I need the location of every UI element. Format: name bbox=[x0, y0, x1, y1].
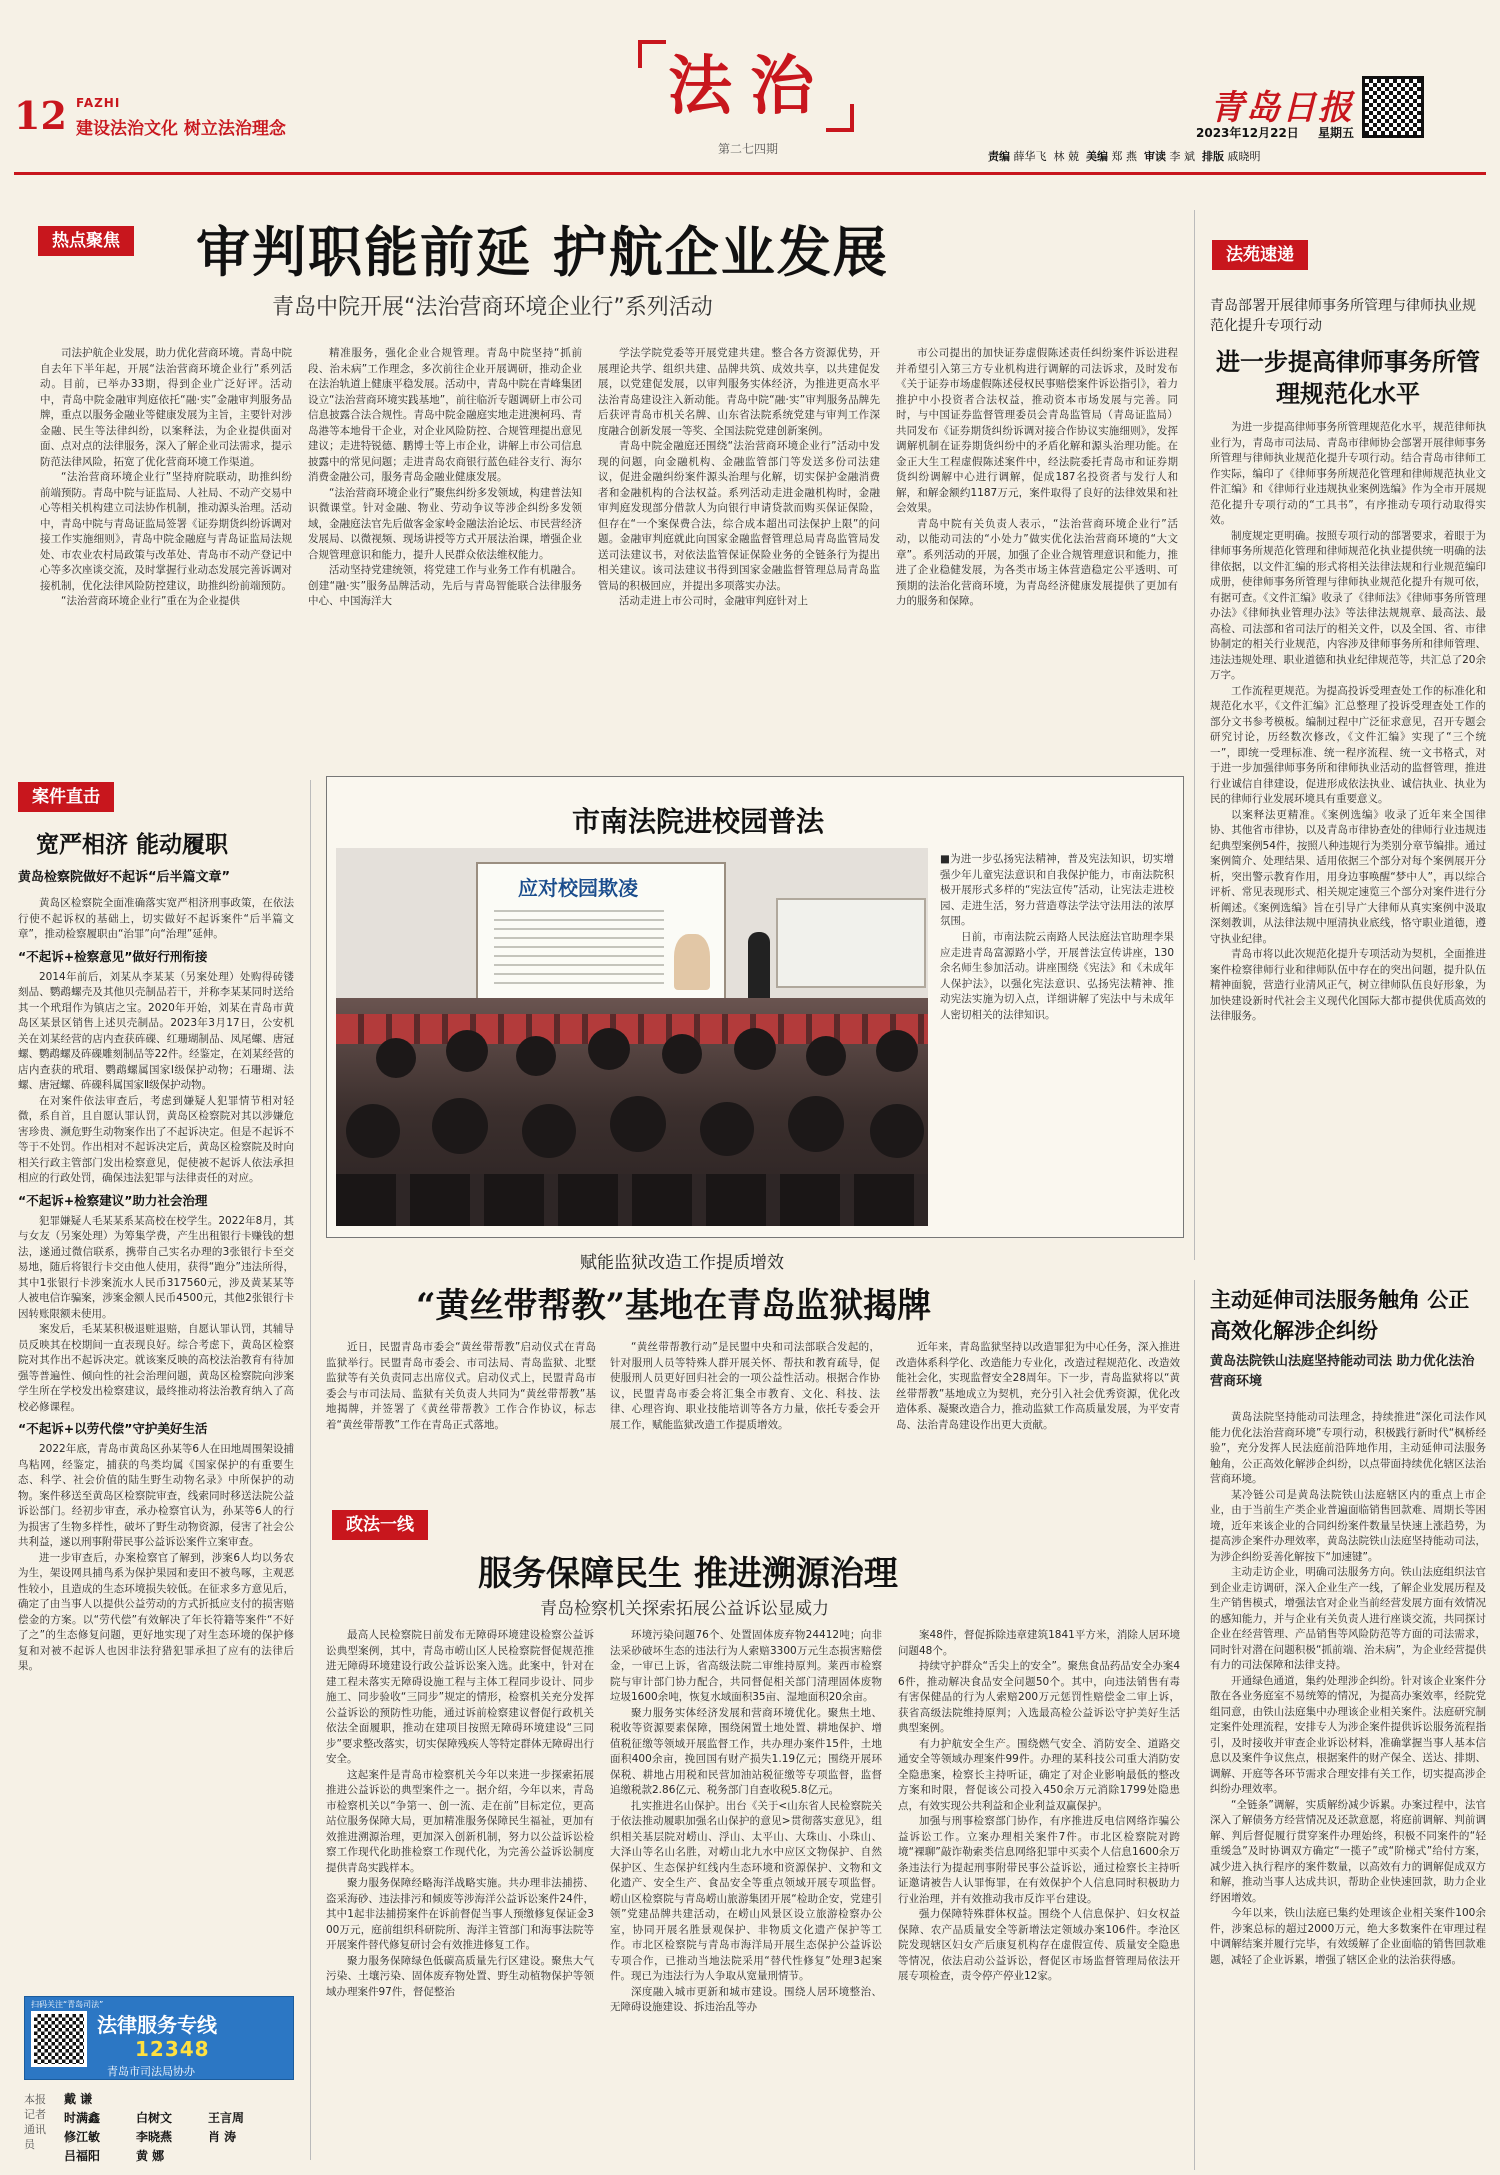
case-paragraph: 2022年底，青岛市黄岛区孙某等6人在田地周围架设捕鸟粘网，经鉴定，捕获的鸟类均属《国家保护的有重要生态、科学、社会价值的陆生野生动物名录》中所保护的动物。案件移送至黄岛区检察院审查，线索同时移送法院公益诉讼部门。经初步审查，承办检察官认为，孙某等6人的行为损害了生物多样性，破坏了野生动物资源，侵害了社会公共利益，遂以刑事附带民事公益诉讼案件立案审查。 bbox=[18, 1443, 294, 1548]
procuratorate-paragraph: 聚力服务保障绿色低碳高质量先行区建设。聚焦大气污染、土壤污染、固体废弃物处置、野生动植物保护等领域办理案件97件，督促整治 bbox=[326, 1954, 594, 1998]
qr-code-icon bbox=[1362, 76, 1424, 138]
editor-name: 林 兢 bbox=[1053, 150, 1079, 163]
prison-column-3 bbox=[896, 1340, 1180, 1480]
services-headline: 主动延伸司法服务触角 公正高效化解涉企纠纷 bbox=[1210, 1287, 1470, 1343]
lead-column-3 bbox=[598, 346, 880, 741]
lead-paragraph: 学法学院党委等开展党建共建。整合各方资源优势，开展理论共学、组织共建、品牌共筑、成效共享，以共建促发展，以党建促发展，以审判服务实体经济，为推进更高水平法治青岛建设注入新动能。青岛中院“融·实”审判服务品牌先后获评青岛市机关名牌、山东省法院系统党建与审判工作深度融合创新发展一等奖、全国法院党建创新案例。 bbox=[598, 347, 880, 437]
credit-name: 黄 娜 bbox=[136, 2149, 165, 2163]
procuratorate-paragraph: 聚力服务保障经略海洋战略实施。共办理非法捕捞、盗采海砂、违法排污和倾废等涉海洋公益诉讼案件24件，其中1起非法捕捞案件在诉前督促当事人预缴修复保证金300万元，庭前组织科研院所、海洋主管部门和海事法院等开展案件替代修复研讨会有效推进修复工作。 bbox=[326, 1877, 594, 1951]
case-subheadline: 黄岛检察院做好不起诉“后半篇文章” bbox=[18, 870, 231, 885]
school-photo bbox=[336, 848, 928, 1226]
case-headline: 宽严相济 能动履职 bbox=[36, 831, 229, 858]
student-head bbox=[588, 1028, 630, 1070]
section-pinyin: FAZHI bbox=[76, 96, 121, 110]
editor-role: 责编 bbox=[988, 150, 1010, 163]
editor-name: 李 斌 bbox=[1169, 150, 1195, 163]
prison-paragraph: 近日，民盟青岛市委会“黄丝带帮教”启动仪式在青岛监狱举行。民盟青岛市委会、市司法局、青岛监狱、北墅监狱等有关负责同志出席仪式。启动仪式上，民盟青岛市委会与市司法局、监狱有关负责人共同为“黄丝带帮教”基地揭牌，并签署了《黄丝带帮教》工作合作协议，标志着“黄丝带帮教”工作在青岛正式落地。 bbox=[326, 1341, 596, 1431]
section-title-bracket-left bbox=[638, 40, 666, 68]
case-section-tag: 案件直击 bbox=[18, 782, 114, 812]
section-title: 法治 bbox=[668, 49, 832, 124]
procuratorate-paragraph: 有力护航安全生产。围绕燃气安全、消防安全、道路交通安全等领域办理案件99件。办理的某科技公司重大消防安全隐患案，检察长主持听证，确定了对企业影响最低的整改方案和时限，督促该公司投入450余万元消除1799处隐患点，有效实现公共利益和企业利益双赢保护。 bbox=[898, 1737, 1180, 1812]
procuratorate-paragraph: 强力保障特殊群体权益。围绕个人信息保护、妇女权益保障、农产品质量安全等新增法定领域办案106件。李沧区院发现辖区妇女产后康复机构存在虚假宣传、质量安全隐患等情况，依法启动公益诉讼，督促区市场监督管理局依法开展专项检查，责令停产停业12家。 bbox=[898, 1908, 1180, 1982]
hotline-qr-icon bbox=[31, 2011, 87, 2067]
paper-logo: 青岛日报 bbox=[1210, 88, 1354, 128]
editor-name: 戚晓明 bbox=[1227, 150, 1261, 163]
page-number: 12 bbox=[14, 93, 67, 138]
students-back-row bbox=[336, 1174, 928, 1226]
credit-name: 肖 涛 bbox=[208, 2130, 237, 2144]
procuratorate-paragraph: 最高人民检察院日前发布无障碍环境建设检察公益诉讼典型案例，其中，青岛市崂山区人民检察院督促规范推进无障碍环境建设行政公益诉讼案入选。此案中，针对在建工程未落实无障碍设施工程与主体工程同步设计、同步施工、同步验收“三同步”规定的情形，检察机关充分发挥公益诉讼的预防性功能，通过诉前检察建议督促行政机关依法全面履职，推动在建项目按照无障碍环境建设“三同步”要求整改落实，切实保障残疾人等特定群体无障碍出行安全。 bbox=[326, 1629, 594, 1765]
lead-paragraph: “法治营商环境企业行”聚焦纠纷多发领域，构建普法知识微课堂。针对金融、物业、劳动争议等涉企纠纷多发领域，金融庭法官先后做客金家岭金融法治论坛、市民营经济发展局、以微视频、现场讲授等方式开展法治课，增强企业合规管理意识和能力，提升人民群众依法维权能力。 bbox=[308, 486, 582, 561]
student-head bbox=[446, 1030, 488, 1072]
credit-name: 戴 谦 bbox=[64, 2092, 93, 2106]
lead-column-4 bbox=[896, 346, 1178, 741]
student-head bbox=[870, 1104, 924, 1158]
procuratorate-paragraph: 环境污染问题76个、处置固体废弃物24412吨；向非法采砂破坏生态的违法行为人索赔3300万元生态损害赔偿金，一审已上诉，省高级法院二审维持原判。莱西市检察院与审计部门协力配合，共同督促相关部门清理固体废物垃圾1600余吨，恢复水域面积35亩、湿地面积20余亩。 bbox=[610, 1629, 882, 1703]
prison-headline: “黄丝带帮教”基地在青岛监狱揭牌 bbox=[416, 1286, 932, 1326]
student-head bbox=[876, 1030, 918, 1072]
flash-headline: 进一步提高律师事务所管理规范化水平 bbox=[1216, 347, 1480, 408]
lead-paragraph: 青岛中院金融庭还围绕“法治营商环境企业行”活动中发现的问题，向金融机构、金融监管部门等发送多份司法建议，促进金融纠纷案件源头治理与化解，切实保护金融消费者和金融机构的合法权益。系列活动走进金融机构时，金融审判庭发现部分借款人为向银行申请贷款而购买保证保险，但存在“一个案保费合法，综合成本超出司法保护上限”的问题。金融审判庭就此向国家金融监督管理总局青岛监管局发送司法建议书，对依法监管保证保险业务的全链条行为提出相关建议。该司法建议书得到国家金融监督管理总局青岛监管局的积极回应，并提出多项落实办法。 bbox=[598, 440, 880, 592]
credit-name: 修江敏 bbox=[64, 2130, 101, 2144]
case-subhead: “不起诉+检察意见”做好行刑衔接 bbox=[18, 948, 208, 964]
masthead-rule bbox=[14, 172, 1486, 175]
services-paragraph: 某冷链公司是黄岛法院铁山法庭辖区内的重点上市企业，由于当前生产类企业普遍面临销售回款难、周期长等困境，近年来该企业的合同纠纷案件数量呈快速上涨趋势，为提高涉企案件办理效率，黄岛法院铁山法庭坚持能动司法，为涉企纠纷妥善化解按下“加速键”。 bbox=[1210, 1488, 1486, 1563]
flash-paragraph: 为进一步提高律师事务所管理规范化水平，规范律师执业行为，青岛市司法局、青岛市律师协会部署开展律师事务所管理与律师执业规范化提升专项行动。结合青岛市律师工作实际，编印了《律师事务所规范化管理和律师规范执业文件汇编》和《律师行业违规执业案例选编》作为全市开展规范化提升专项行动的“工具书”，有序推动专项行动取得实效。 bbox=[1210, 421, 1486, 526]
procuratorate-paragraph: 聚力服务实体经济发展和营商环境优化。聚焦土地、税收等资源要素保障，围绕闲置土地处置、耕地保护、增值税征缴等领域开展监督工作，共办理办案件15件，土地面积400余亩，挽回国有财产损失1.19亿元；围绕开展环保税、耕地占用税和民营加油站税征缴等专项监督，监督追缴税款2.86亿元、税务部门自查收税5.8亿元。 bbox=[610, 1706, 882, 1796]
procuratorate-paragraph: 加强与刑事检察部门协作，有序推进反电信网络诈骗公益诉讼工作。立案办理相关案件7件。市北区检察院对跨境“裸聊”敲诈勒索类信息网络犯罪中买卖个人信息1600余万条违法行为提起刑事附带民事公益诉讼，通过检察长主持听证邀请被告人认罪悔罪，在有效保护个人信息同时积极助力行业治理，并有效推动我市反诈平台建设。 bbox=[898, 1815, 1180, 1905]
case-paragraph: 犯罪嫌疑人毛某某系某高校在校学生。2022年8月，其与女友（另案处理）为筹集学费，产生出租银行卡赚钱的想法，遂通过微信联系，携带自己实名办理的3张银行卡至交易地，随后将银行卡交由他人使用，获得“跑分”违法所得，其中1张银行卡涉案流水人民币317560元，涉及黄某某等人被电信诈骗案，涉案金额人民币4500元，其他2张银行卡因转账限额未使用。 bbox=[18, 1214, 294, 1320]
prison-column-2 bbox=[610, 1340, 880, 1480]
flash-paragraph: 工作流程更规范。为提高投诉受理查处工作的标准化和规范化水平，《文件汇编》汇总整理了投诉受理查处工作的部分文书参考模板。编制过程中广泛征求意见，召开专题会研究讨论，历经数次修改，《文件汇编》实现了“三个统一”，即统一受理标准、统一程序流程、统一文书格式，对于进一步加强律师事务所和律师执业活动的监督管理，推进行业诚信自律建设，促进形成依法执业、诚信执业、执业为民的律师行业发展环境具有重要意义。 bbox=[1210, 684, 1486, 805]
case-paragraph: 2014年前后，刘某从李某某（另案处理）处购得砖镂刻品、鹦鹉螺壳及其他贝壳制品若干，并称李某某同时送给其一个玳瑁作为镇店之宝。2020年开始，刘某在青岛市黄岛区某景区销售上述贝壳制品。2023年3月17日，公安机关在刘某经营的店内查获砗磲、红珊瑚制品、凤尾螺、唐冠螺、鹦鹉螺及砗磲雕刻制品等22件。经鉴定，在刘某经营的店内查获的玳瑁、鹦鹉螺属国家Ⅰ级保护动物；石珊瑚、法螺、唐冠螺、砗磲科属国家Ⅱ级保护动物。 bbox=[18, 970, 294, 1091]
whiteboard bbox=[776, 898, 926, 988]
column-rule bbox=[310, 780, 311, 2160]
lead-paragraph: “法治营商环境企业行”重在为企业提供 bbox=[61, 595, 240, 607]
hotline-number: 12348 bbox=[135, 2037, 210, 2061]
flash-paragraph: 制度规定更明确。按照专项行动的部署要求，着眼于为律师事务所规范化管理和律师规范化执业提供统一明确的法律依据，以文件汇编的形式将相关法律法规和行业规范编印成册，使律师事务所管理与律师执业规范化提升有规可依，有据可查。《文件汇编》收录了《律师法》《律师事务所管理办法》《律师执业管理办法》等法律法规规章、最高法、最高检、司法部和省司法厅的相关文件，以及全国、省、市律协制定的相关行业规范，内容涉及律师事务所和律师管理、违法违规处理、职业道德和执业纪律规范等，共汇总了20余万字。 bbox=[1210, 529, 1486, 681]
credit-name: 李晓燕 bbox=[136, 2130, 173, 2144]
lead-paragraph: 精准服务，强化企业合规管理。青岛中院坚持“抓前段、治未病”工作理念，多次前往企业开展调研，推动企业在法治轨道上健康平稳发展。活动中，青岛中院在青峰集团设立“法治营商环境实践基地”，前往临沂专题调研上市公司信息披露合法合规性。青岛中院金融庭实地走进澳柯玛、青岛港等本地骨干企业，对企业风险防控、合规管理提出意见建议；走进特锐德、鹏博士等上市企业，讲解上市公司信息披露中的常见问题；走进青岛农商银行蓝色硅谷支行、海尔消费金融公司，服务青岛金融业健康发展。 bbox=[308, 347, 582, 483]
editor-role: 审读 bbox=[1144, 150, 1166, 163]
services-subheadline: 黄岛法院铁山法庭坚持能动司法 助力优化法治营商环境 bbox=[1210, 1354, 1475, 1389]
credit-name: 吕福阳 bbox=[64, 2149, 101, 2163]
services-paragraph: 黄岛法院坚持能动司法理念，持续推进“深化司法作风能力优化法治营商环境”专项行动，积极践行新时代“枫桥经验”，充分发挥人民法庭前沿阵地作用，主动延伸司法服务触角，公正高效化解涉企纠纷，以点带面持续优化辖区法治营商环境。 bbox=[1210, 1411, 1486, 1485]
case-subhead: “不起诉+检察建议”助力社会治理 bbox=[18, 1192, 208, 1208]
lead-subheadline: 青岛中院开展“法治营商环境企业行”系列活动 bbox=[272, 295, 713, 320]
credits-names bbox=[64, 2090, 294, 2166]
prison-paragraph: 近年来，青岛监狱坚持以改造罪犯为中心任务，深入推进改造体系科学化、改造能力专业化，改造过程规范化、改造效能社会化，实现监督安全28周年。下一步，青岛监狱将以“黄丝带帮教”基地成立为契机，充分引入社会优秀资源，优化改造体系、凝聚改造合力，推动监狱工作高质量发展，为平安青岛、法治青岛建设作出更大贡献。 bbox=[896, 1341, 1180, 1431]
student-head bbox=[662, 1034, 702, 1074]
red-chairs bbox=[336, 1014, 928, 1044]
lead-paragraph: 市公司提出的加快证券虚假陈述责任纠纷案件诉讼进程并希望引入第三方专业机构进行调解的司法诉求，及时发布《关于证券市场虚假陈述侵权民事赔偿案件诉讼指引》，着力推护中小投资者合法权益，推动资本市场发展与完善。同时，与中国证券监督管理委员会青岛监管局（青岛证监局）共同发布《证券期货纠纷诉调对接合作协议实施细则》，发挥调解机制在证券期货纠纷中的矛盾化解和源头治理功能。在金正大生工程虚假陈述案件中，经法院委托青岛市和证券期货纠纷调解中心进行调解，促成187名投资者与发行人和解，和解金额约1187万元，案件取得了良好的法律效果和社会效果。 bbox=[896, 347, 1178, 514]
lead-section-tag: 热点聚焦 bbox=[38, 226, 134, 256]
flash-section-tag: 法苑速递 bbox=[1212, 240, 1308, 270]
lead-column-2 bbox=[308, 346, 582, 741]
case-subhead: “不起诉+以劳代偿”守护美好生活 bbox=[18, 1421, 208, 1436]
lead-headline: 审判职能前延 护航企业发展 bbox=[196, 220, 889, 284]
issue-weekday: 星期五 bbox=[1318, 126, 1355, 140]
student-head bbox=[610, 1096, 666, 1152]
procuratorate-subheadline: 青岛检察机关探索拓展公益诉讼显威力 bbox=[540, 1599, 829, 1619]
lead-paragraph: “法治营商环境企业行”坚持府院联动，助推纠纷前端预防。青岛中院与证监局、人社局、不动产交易中心等相关机构建立司法协作机制，推动源头治理。活动中，青岛中院与青岛证监局签署《证券期货纠纷诉调对接工作实施细则》，青岛中院金融庭与青岛证监局法规处、市农业农村局政策与改革处、青岛市不动产登记中心等多次座谈交流，及时掌握行业动态发展完善诉调对接机制，优化法律风险防控建议，助推纠纷前端预防。 bbox=[40, 471, 292, 592]
prison-kicker: 赋能监狱改造工作提质增效 bbox=[580, 1253, 784, 1273]
lead-paragraph: 青岛中院有关负责人表示，“法治营商环境企业行”活动，以能动司法的“小处力”做实优化法治营商环境的“大文章”。系列活动的开展，加强了企业合规管理意识和能力，推进了企业稳健发展，为各类市场主体营造稳定公平透明、可预期的法治化营商环境，为青岛经济健康发展提供了更加有力的服务和保障。 bbox=[896, 517, 1178, 607]
procuratorate-column-2 bbox=[610, 1628, 882, 2168]
student-head bbox=[788, 1096, 844, 1152]
hotline-title: 法律服务专线 bbox=[97, 2013, 217, 2037]
credits-block bbox=[24, 2090, 294, 2163]
services-paragraph: 主动走访企业，明确司法服务方向。铁山法庭组织法官到企业走访调研，深入企业生产一线，了解企业发展历程及生产销售模式，增强法官对企业当前经营发展方面有效情况的感知能力，并与企业有关负责人进行座谈交流，共同探讨企业在经营管理、产品销售等风险防范等方面的司法需求，同时针对潜在问题积极“抓前端、治未病”，为企业经营提供有力的司法保障和法律支持。 bbox=[1210, 1566, 1486, 1671]
editor-name: 郑 燕 bbox=[1111, 150, 1137, 163]
editor-name: 薛华飞 bbox=[1013, 150, 1047, 163]
services-paragraph: “全链条”调解，实质解纷减少诉累。办案过程中，法官深入了解债务方经营情况及还款意愿，将庭前调解、判前调解、判后督促履行贯穿案件办理始终，积极不同案件的“轻重缓急”及时协调双方确定“一揽子”或“阶梯式”给付方案，减少进入执行程序的案件数量，以高效有力的调解促成双方和解，推动当事人达成共识，帮助企业快速回款，助力企业纾困增效。 bbox=[1210, 1798, 1486, 1904]
prison-column-1 bbox=[326, 1340, 596, 1480]
school-caption bbox=[940, 852, 1174, 1232]
case-paragraph: 在对案件依法审查后，考虑到嫌疑人犯罪情节相对轻微，系自首，且自愿认罪认罚，黄岛区检察院对其以涉嫌危害珍贵、濒危野生动物案作出了不起诉决定。但是不起诉不等于不处罚。作出相对不起诉决定后，黄岛区检察院及时向相关行政主管部门发出检察意见，促使被不起诉人依法承担相应的行政处罚，确保违法犯罪与法律责任的对应。 bbox=[18, 1094, 294, 1184]
flash-paragraph: 青岛市将以此次规范化提升专项活动为契机，全面推进案件检察律师行业和律师队伍中存在的突出问题，提升队伍精神面貌，营造行业清风正气，树立律师队伍良好形象，为加快建设新时代社会主义现代化国际大都市提供优质高效的法律服务。 bbox=[1210, 948, 1486, 1022]
procuratorate-paragraph: 持续守护群众“舌尖上的安全”。聚焦食品药品安全办案46件，推动解决食品安全问题50个。其中，向违法销售有毒有害保健品的行为人索赔200万元惩罚性赔偿金二审上诉，获省高级法院维持原判；入选最高检公益诉讼守护美好生活典型案例。 bbox=[898, 1660, 1180, 1734]
procuratorate-paragraph: 案48件，督促拆除违章建筑1841平方米，消除人居环境问题48个。 bbox=[898, 1629, 1180, 1657]
case-body bbox=[18, 896, 294, 1990]
lead-paragraph: 活动走进上市公司时，金融审判庭针对上 bbox=[619, 595, 808, 607]
flash-paragraph: 以案释法更精准。《案例选编》收录了近年来全国律协、其他省市律协，以及青岛市律协查处的律师行业违规违纪典型案例54件，按照八种违规行为类别分章节编排。通过案例简介、处理结果、适用依据三个部分对每个案例展开分析，突出警示教育作用，用身边事唤醒“梦中人”，再以综合评析、常见表现形式、相关规定速览三个部分对案件进行分析阐述。《案例选编》旨在引导广大律师从真实案例中汲取深刻教训，从法律法规中厘清执业底线，恪守职业道德，遵守执业纪律。 bbox=[1210, 808, 1486, 945]
case-paragraph: 案发后，毛某某积极退赃退赔，自愿认罪认罚，其辅导员反映其在校期间一直表现良好。综合考虑下，黄岛区检察院对其作出不起诉决定。就该案反映的高校法治教育有待加强等普遍性、倾向性的社会治理问题，黄岛区检察院向涉案学生所在学校发出检察建议，最终推动将法治教育纳入了高校必修课程。 bbox=[18, 1323, 294, 1413]
procuratorate-headline: 服务保障民生 推进溯源治理 bbox=[478, 1554, 898, 1594]
procuratorate-section-tag: 政法一线 bbox=[332, 1510, 428, 1540]
services-paragraph: 今年以来，铁山法庭已集约处理该企业相关案件100余件，涉案总标的超过2000万元，绝大多数案件在审理过程中调解结案并履行完毕，有效缓解了企业面临的销售回款难题，减轻了企业诉累，增强了辖区企业的法治获得感。 bbox=[1210, 1907, 1486, 1966]
credits-label: 本报记者 通讯员 bbox=[24, 2093, 46, 2151]
editor-role: 排版 bbox=[1202, 150, 1224, 163]
slide-title: 应对校园欺凌 bbox=[518, 876, 638, 900]
services-paragraph: 开通绿色通道，集约处理涉企纠纷。针对该企业案件分散在各业务庭室不易统筹的情况，为提高办案效率，经院党组同意，由铁山法庭集中办理该企业相关案件。法庭研究制定案件处理流程，安排专人为涉企案件提供诉讼服务流程指引，及时接收并审查企业诉讼材料，准确掌握当事人基本信息以及案件争议焦点，根据案件的财产保全、送达、排期、调解、开庭等各环节需求合理安排有关工作，切实提高涉企纠纷办理效率。 bbox=[1210, 1674, 1486, 1795]
hotline-sponsor: 青岛市司法局协办 bbox=[107, 2065, 195, 2078]
hotline-qr-caption: 扫码关注“青岛司法” bbox=[31, 2000, 104, 2009]
procuratorate-paragraph: 深度融入城市更新和城市建设。围绕人居环境整治、无障碍设施建设、拆违治乱等办 bbox=[610, 1985, 882, 2013]
flash-kicker: 青岛部署开展律师事务所管理与律师执业规范化提升专项行动 bbox=[1210, 298, 1476, 334]
credit-name: 白树文 bbox=[136, 2111, 173, 2125]
student-head bbox=[346, 1104, 400, 1158]
student-head bbox=[806, 1036, 846, 1076]
case-paragraph: 进一步审查后，办案检察官了解到，涉案6人均以务农为生，架设网具捕鸟系为保护果园和麦田不被鸟啄，主观恶性较小，且造成的生态环境损失较低。在征求多方意见后，确定了由当事人以提供公益劳动的方式折抵应支付的损害赔偿金的方案。以“劳代偿”有效解决了年长符籍等案件“不好了之”的生态修复问题，更好地实现了对生态环境的保护修复和对被不起诉人也因非法狩猎犯罪承担了应有的法律后果。 bbox=[18, 1551, 294, 1672]
procuratorate-paragraph: 这起案件是青岛市检察机关今年以来进一步探索拓展推进公益诉讼的典型案件之一。据介绍，今年以来，青岛市检察机关以“争第一、创一流、走在前”目标定位，更高站位服务保障大局，更加精准服务保障民生福祉，更加有效推进溯源治理，更加深入创新机制，努力以公益诉讼检察工作现代化助推检察工作现代化，为完善公益诉讼制度提供青岛实践样本。 bbox=[326, 1768, 594, 1874]
school-caption-text: 日前，市南法院云南路人民法庭法官助理李果应走进青岛富源路小学，开展普法宣传讲座，130余名师生参加活动。讲座围绕《宪法》和《未成年人保护法》，以强化宪法意识、弘扬宪法精神、推动宪法实施为切入点，详细讲解了宪法中与未成年人密切相关的法律知识。 bbox=[940, 930, 1174, 1021]
lead-column-1 bbox=[40, 346, 292, 741]
services-body bbox=[1210, 1410, 1486, 2170]
issue-date: 2023年12月22日 bbox=[1196, 126, 1299, 140]
procuratorate-column-3 bbox=[898, 1628, 1180, 2168]
procuratorate-paragraph: 扎实推进名山保护。出台《关于<山东省人民检察院关于依法推动履职加强名山保护的意见>贯彻落实意见》，组织相关基层院对崂山、浮山、太平山、大珠山、小珠山、大泽山等名山名胜，对崂山北九水中应区文物保护、自然保护区、生态保护红线内生态环境和资源保护、文物和文化遗产、安全生产、食品安全等重点领域开展专项监督。崂山区检察院与青岛崂山旅游集团开展“检助企安，党建引领”党建品牌共建活动，在崂山风景区设立旅游检察办公室，协同开展名胜景观保护、非物质文化遗产保护等工作。市北区检察院与青岛市海洋局开展生态保护公益诉讼专项合作，已推动当地法院采用“替代性修复”处理3起案件。现已为违法行为人争取从宽量刑情节。 bbox=[610, 1799, 882, 1982]
flash-body bbox=[1210, 420, 1486, 1260]
section-title-bracket-right bbox=[826, 104, 854, 132]
hotline-ad bbox=[24, 1996, 294, 2080]
school-headline: 市南法院进校园普法 bbox=[572, 805, 825, 838]
student-head bbox=[376, 1038, 416, 1078]
issue-number: 第二七四期 bbox=[718, 142, 779, 156]
prison-paragraph: “黄丝带帮教行动”是民盟中央和司法部联合发起的，针对服刑人员等特殊人群开展关怀、帮扶和教育疏导，促使服刑人员更好回归社会的一项公益性活动。根据合作协议，民盟青岛市委会将汇集全市教育、文化、科技、法律、心理咨询、职业技能培训等各方力量，依托专委会开展工作，赋能监狱改造工作提质增效。 bbox=[610, 1341, 880, 1431]
lead-paragraph: 活动坚持党建统领，将党建工作与业务工作有机融合。创建“融·实”服务品牌活动，先后与青岛智能联合法律服务中心、中国海洋大 bbox=[308, 564, 582, 607]
student-head bbox=[432, 1098, 488, 1154]
procuratorate-column-1 bbox=[326, 1628, 594, 2168]
student-head bbox=[516, 1036, 556, 1076]
credit-name: 时满鑫 bbox=[64, 2111, 101, 2125]
editor-role: 美编 bbox=[1086, 150, 1108, 163]
case-paragraph: 黄岛区检察院全面准确落实宽严相济刑事政策，在依法行使不起诉权的基础上，切实做好不起诉案件“后半篇文章”，推动检察履职由“治罪”向“治理”延伸。 bbox=[18, 897, 294, 940]
column-rule bbox=[1194, 1280, 1195, 2170]
section-slogan: 建设法治文化 树立法治理念 bbox=[76, 119, 286, 139]
slide-text-lines bbox=[494, 910, 664, 990]
school-caption-text: ■为进一步弘扬宪法精神，普及宪法知识，切实增强少年儿童宪法意识和自我保护能力，市南法院积极开展形式多样的“宪法宣传”活动，让宪法走进校园、走进生活，努力营造尊法学法守法用法的浓厚氛围。 bbox=[940, 853, 1174, 928]
credit-name: 王言周 bbox=[208, 2111, 245, 2125]
column-rule bbox=[1194, 210, 1195, 1260]
lead-paragraph: 司法护航企业发展，助力优化营商环境。青岛中院自去年下半年起，开展“法治营商环境企业行”系列活动。目前，已举办33期，得到企业广泛好评。活动中，青岛中院金融审判庭依托“融·实”金融审判服务品牌，重点以服务金融业等健康发展为主旨，主要针对涉金融、民生等法律纠纷，以案释法，为企业提供面对面、点对点的法律服务，深入了解企业司法需求，提示防范法律风险，拓宽了优化营商环境工作渠道。 bbox=[40, 347, 292, 468]
student-head bbox=[734, 1028, 776, 1070]
student-head bbox=[522, 1104, 576, 1158]
editor-credits bbox=[988, 148, 1261, 164]
student-head bbox=[700, 1102, 754, 1156]
projector-screen bbox=[476, 862, 726, 1002]
slide-figure-icon bbox=[674, 934, 710, 990]
